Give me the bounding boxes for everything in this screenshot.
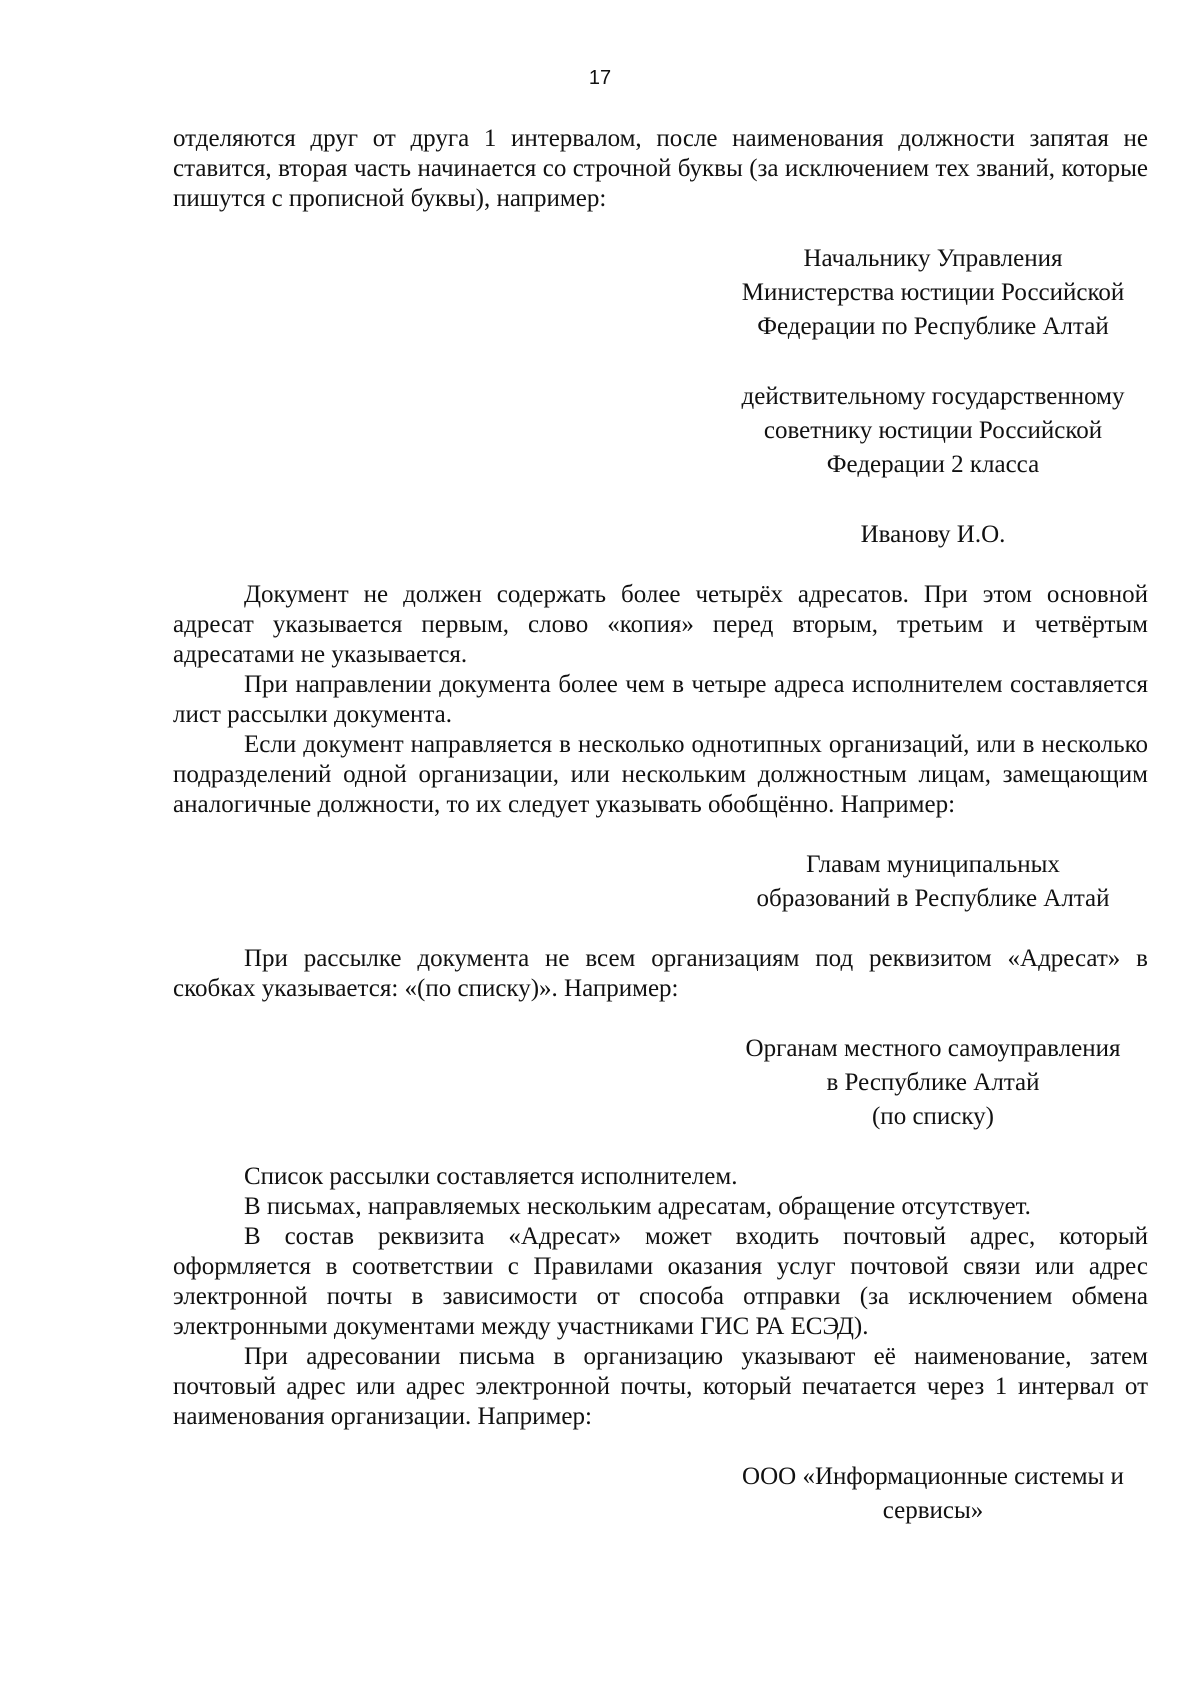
paragraph-by-list: При рассылке документа не всем организациям под реквизитом «Адресат» в скобках указывается: «(по списку)». Например: <box>173 945 1148 1002</box>
addressee-line: советнику юстиции Российской <box>763 417 1103 444</box>
example-addressee-position <box>713 242 1153 344</box>
addressee-line: (по списку) <box>871 1103 995 1130</box>
example-addressee-name <box>713 518 1153 552</box>
addressee-line: Министерства юстиции Российской <box>741 279 1125 306</box>
page-number: 17 <box>588 67 612 89</box>
document-body <box>173 124 1148 1528</box>
paragraph-addressees-limit: Документ не должен содержать более четырёх адресатов. При этом основной адресат указывается первым, слово «копия» перед вторым, третьим и четвёртым адресатами не указывается. <box>173 581 1148 668</box>
addressee-line: Органам местного самоуправления <box>745 1035 1121 1062</box>
addressee-line: Федерации по Республике Алтай <box>757 313 1109 340</box>
addressee-line: образований в Республике Алтай <box>756 885 1110 912</box>
addressee-line: в Республике Алтай <box>826 1069 1040 1096</box>
addressee-name: Иванову И.О. <box>860 521 1006 548</box>
paragraph-mailing-list: При направлении документа более чем в четыре адреса исполнителем составляется лист рассылки документа. <box>173 671 1148 728</box>
example-by-list-addressee <box>713 1032 1153 1134</box>
addressee-line: сервисы» <box>882 1497 984 1524</box>
example-organization-addressee <box>713 1460 1153 1528</box>
paragraph-postal-address: В состав реквизита «Адресат» может входить почтовый адрес, который оформляется в соответствии с Правилами оказания услуг почтовой связи или адрес электронной почты в зависимости от способа отправки (за исключением обмена электронными документами между участниками ГИС РА ЕСЭД). <box>173 1223 1148 1340</box>
addressee-line: Главам муниципальных <box>806 851 1060 878</box>
example-addressee-rank <box>713 380 1153 482</box>
addressee-line: Федерации 2 класса <box>826 451 1040 478</box>
addressee-line: действительному государственному <box>741 383 1125 410</box>
paragraph-list-author: Список рассылки составляется исполнителем. <box>244 1163 738 1190</box>
paragraph-generalized: Если документ направляется в несколько однотипных организаций, или в несколько подразделений одной организации, или нескольким должностным лицам, замещающим аналогичные должности, то их следует указывать обобщённо. Например: <box>173 731 1148 818</box>
example-generalized-addressee <box>713 848 1153 916</box>
intro-paragraph: отделяются друг от друга 1 интервалом, после наименования должности запятая не ставится, вторая часть начинается со строчной буквы (за исключением тех званий, которые пишутся с прописной буквы), например: <box>173 125 1148 212</box>
paragraph-organization: При адресовании письма в организацию указывают её наименование, затем почтовый адрес или адрес электронной почты, который печатается через 1 интервал от наименования организации. Например: <box>173 1343 1148 1430</box>
paragraph-no-salutation: В письмах, направляемых нескольким адресатам, обращение отсутствует. <box>244 1193 1031 1220</box>
addressee-line: ООО «Информационные системы и <box>742 1463 1124 1490</box>
addressee-line: Начальнику Управления <box>803 245 1063 272</box>
